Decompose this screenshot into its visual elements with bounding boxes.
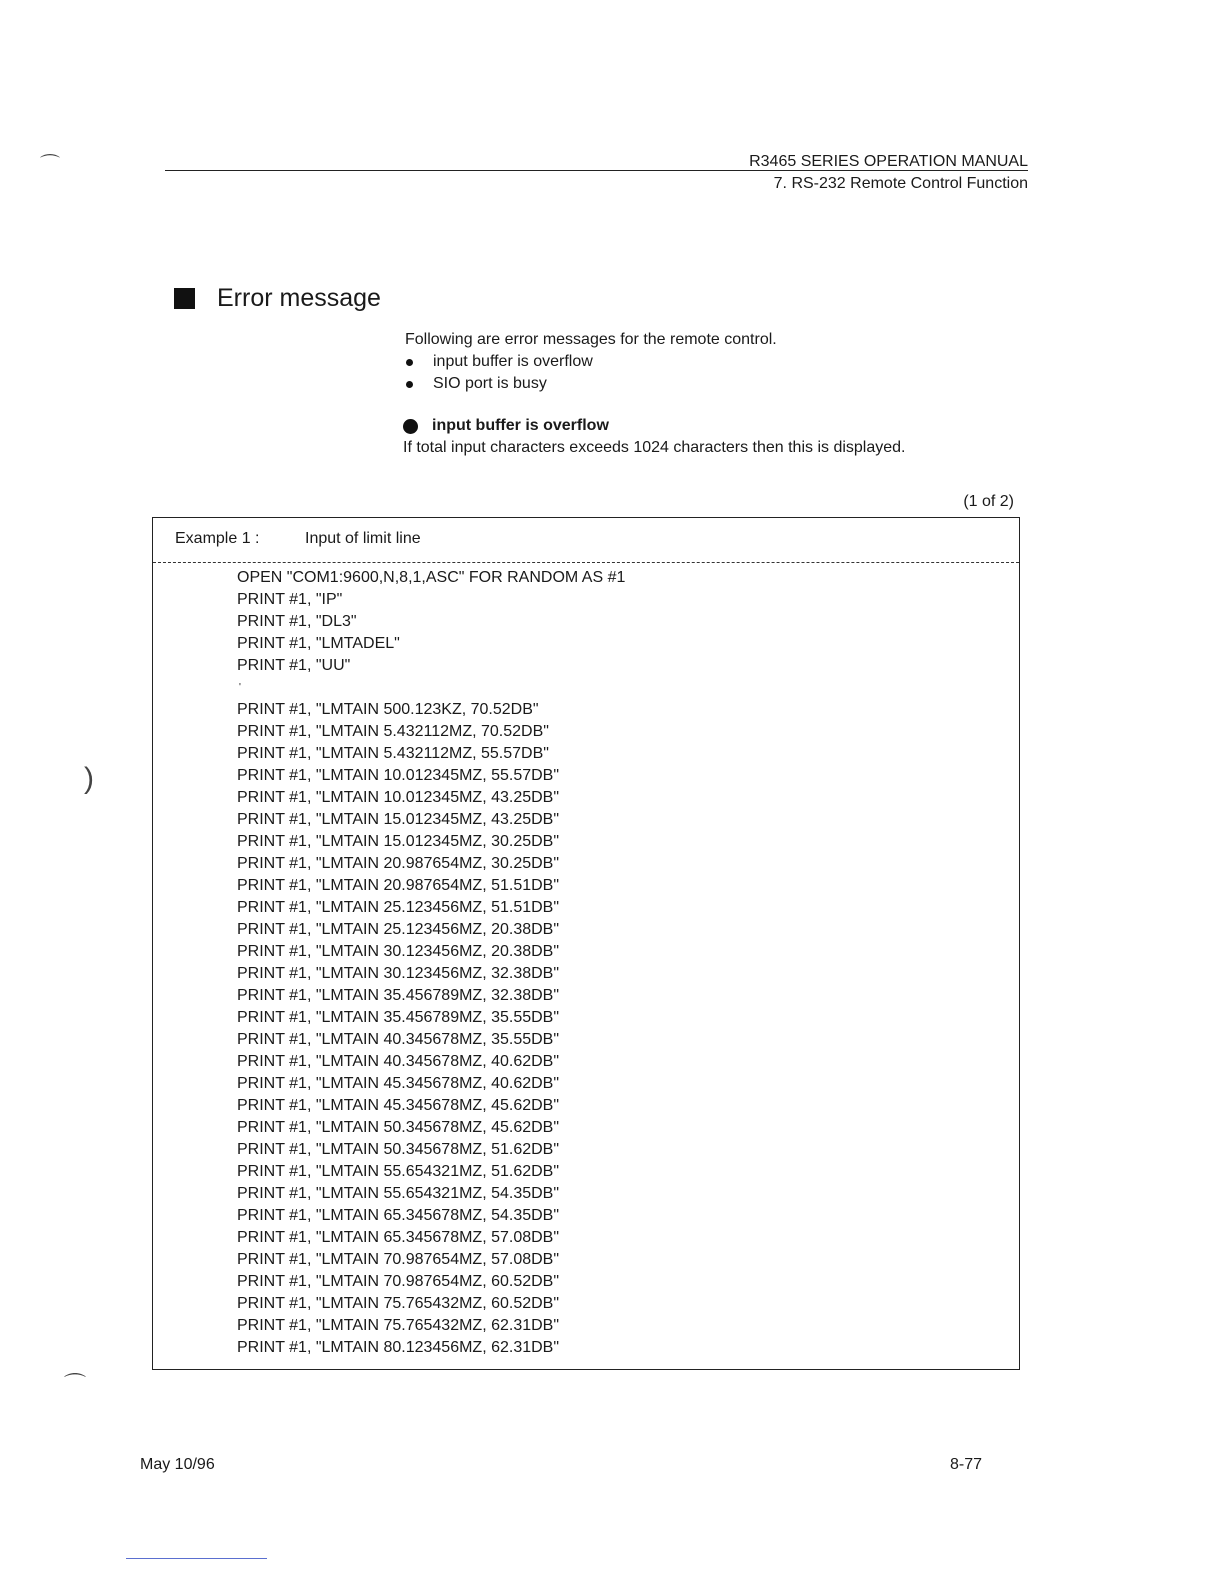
- code-line: PRINT #1, "IP": [237, 591, 343, 608]
- code-line: PRINT #1, "LMTAIN 10.012345MZ, 55.57DB": [237, 767, 560, 784]
- code-line: PRINT #1, "LMTAIN 20.987654MZ, 30.25DB": [237, 855, 560, 872]
- code-line: PRINT #1, "LMTAIN 75.765432MZ, 62.31DB": [237, 1317, 560, 1334]
- bottom-edge-line: [126, 1558, 267, 1559]
- section-heading: [174, 284, 381, 313]
- code-line: PRINT #1, "LMTAIN 35.456789MZ, 32.38DB": [237, 987, 560, 1004]
- code-line: OPEN "COM1:9600,N,8,1,ASC" FOR RANDOM AS #1: [237, 569, 626, 586]
- code-line: PRINT #1, "LMTAIN 500.123KZ, 70.52DB": [237, 701, 539, 718]
- section-title: Error message: [217, 284, 381, 312]
- page-number: 8-77: [950, 1456, 983, 1473]
- margin-mark-icon: ): [84, 762, 94, 795]
- code-line: PRINT #1, "LMTAIN 15.012345MZ, 30.25DB": [237, 833, 560, 850]
- code-block: [237, 567, 625, 1359]
- code-line: PRINT #1, "LMTAIN 65.345678MZ, 57.08DB": [237, 1229, 560, 1246]
- manual-title: R3465 SERIES OPERATION MANUAL: [749, 153, 1028, 170]
- code-line: ': [239, 682, 241, 693]
- code-line: PRINT #1, "LMTAIN 40.345678MZ, 35.55DB": [237, 1031, 560, 1048]
- subsection: [403, 415, 906, 459]
- code-line: PRINT #1, "LMTAIN 65.345678MZ, 54.35DB": [237, 1207, 560, 1224]
- subsection-title: input buffer is overflow: [432, 417, 609, 434]
- dashed-divider: [153, 562, 1019, 563]
- code-line: PRINT #1, "LMTAIN 10.012345MZ, 43.25DB": [237, 789, 560, 806]
- page-of-indicator: (1 of 2): [963, 493, 1014, 510]
- code-line: PRINT #1, "LMTAIN 35.456789MZ, 35.55DB": [237, 1009, 560, 1026]
- code-line: PRINT #1, "DL3": [237, 613, 357, 630]
- square-bullet-icon: [174, 288, 195, 309]
- intro-text: Following are error messages for the remote control.: [405, 331, 777, 348]
- code-line: PRINT #1, "LMTAIN 45.345678MZ, 40.62DB": [237, 1075, 560, 1092]
- list-item: SIO port is busy: [405, 373, 777, 395]
- code-line: PRINT #1, "LMTAIN 30.123456MZ, 20.38DB": [237, 943, 560, 960]
- code-line: PRINT #1, "UU": [237, 657, 351, 674]
- error-list: [405, 351, 777, 395]
- code-line: PRINT #1, "LMTAIN 25.123456MZ, 51.51DB": [237, 899, 560, 916]
- margin-mark-icon: ⌒: [40, 154, 60, 176]
- subsection-heading: [403, 415, 906, 437]
- code-line: PRINT #1, "LMTAIN 80.123456MZ, 62.31DB": [237, 1339, 560, 1356]
- code-line: PRINT #1, "LMTAIN 5.432112MZ, 70.52DB": [237, 723, 549, 740]
- code-line: PRINT #1, "LMTAIN 15.012345MZ, 43.25DB": [237, 811, 560, 828]
- code-line: PRINT #1, "LMTAIN 50.345678MZ, 51.62DB": [237, 1141, 560, 1158]
- code-line: PRINT #1, "LMTAIN 40.345678MZ, 40.62DB": [237, 1053, 560, 1070]
- example-title: Input of limit line: [305, 530, 421, 547]
- code-line: PRINT #1, "LMTAIN 20.987654MZ, 51.51DB": [237, 877, 560, 894]
- code-line: PRINT #1, "LMTAIN 30.123456MZ, 32.38DB": [237, 965, 560, 982]
- code-line: PRINT #1, "LMTAIN 25.123456MZ, 20.38DB": [237, 921, 560, 938]
- bullet-dot-icon: [403, 419, 418, 434]
- code-line: PRINT #1, "LMTAIN 70.987654MZ, 60.52DB": [237, 1273, 560, 1290]
- list-item: input buffer is overflow: [405, 351, 777, 373]
- margin-mark-icon: ⌒: [64, 1372, 87, 1397]
- example-label: Example 1 :: [175, 530, 260, 547]
- code-line: PRINT #1, "LMTAIN 50.345678MZ, 45.62DB": [237, 1119, 560, 1136]
- chapter-title: 7. RS-232 Remote Control Function: [773, 175, 1028, 192]
- footer-date: May 10/96: [140, 1456, 215, 1473]
- code-line: PRINT #1, "LMTAIN 5.432112MZ, 55.57DB": [237, 745, 549, 762]
- example-box: [152, 517, 1020, 1370]
- intro-block: [405, 329, 777, 395]
- code-line: PRINT #1, "LMTAIN 55.654321MZ, 51.62DB": [237, 1163, 560, 1180]
- example-header: [175, 530, 421, 548]
- code-line: PRINT #1, "LMTADEL": [237, 635, 400, 652]
- code-line: PRINT #1, "LMTAIN 70.987654MZ, 57.08DB": [237, 1251, 560, 1268]
- code-line: PRINT #1, "LMTAIN 45.345678MZ, 45.62DB": [237, 1097, 560, 1114]
- subsection-text: If total input characters exceeds 1024 characters then this is displayed.: [403, 439, 906, 456]
- code-line: PRINT #1, "LMTAIN 55.654321MZ, 54.35DB": [237, 1185, 560, 1202]
- code-line: PRINT #1, "LMTAIN 75.765432MZ, 60.52DB": [237, 1295, 560, 1312]
